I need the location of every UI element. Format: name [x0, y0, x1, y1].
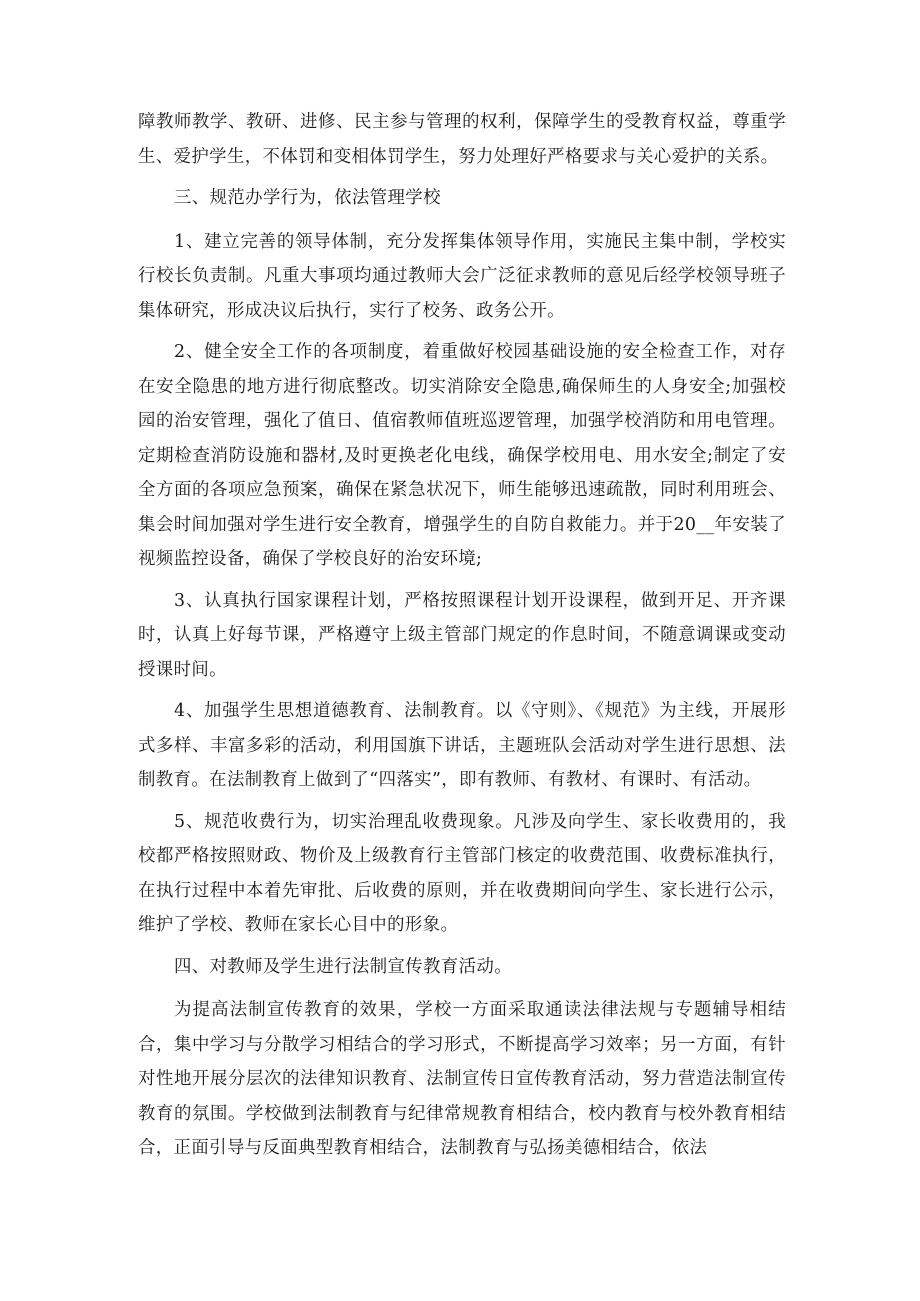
- paragraph-item-2: 2、健全安全工作的各项制度，着重做好校园基础设施的安全检查工作，对存在安全隐患的地方进行彻底整改。切实消除安全隐患,确保师生的人身安全;加强校园的治安管理，强化了值日、值宿教师值班巡逻管理，加强学校消防和用电管理。定期检查消防设施和器材,及时更换老化电线，确保学校用电、用水安全;制定了安全方面的各项应急预案，确保在紧急状况下，师生能够迅速疏散，同时利用班会、集会时间加强对学生进行安全教育，增强学生的自防自救能力。并于20__年安装了视频监控设备，确保了学校良好的治安环境;: [138, 342, 786, 569]
- document-body: [138, 105, 786, 1173]
- section-heading-4: 四、对教师及学生进行法制宣传教育活动。: [174, 956, 513, 977]
- section-heading-3: 三、规范办学行为，依法管理学校: [174, 188, 441, 208]
- paragraph-item-1: 1、建立完善的领导体制，充分发挥集体领导作用，实施民主集中制，学校实行校长负责制。凡重大事项均通过教师大会广泛征求教师的意见后经学校领导班子集体研究，形成决议后执行，实行了校务、政务公开。: [138, 231, 786, 321]
- paragraph-continuation: 障教师教学、教研、进修、民主参与管理的权利，保障学生的受教育权益，尊重学生、爱护学生，不体罚和变相体罚学生，努力处理好严格要求与关心爱护的关系。: [138, 112, 786, 167]
- paragraph-section-4-body: 为提高法制宣传教育的效果，学校一方面采取通读法律法规与专题辅导相结合，集中学习与分散学习相结合的学习形式，不断提高学习效率；另一方面，有针对性地开展分层次的法律知识教育、法制宣传日宣传教育活动，努力营造法制宣传教育的氛围。学校做到法制教育与纪律常规教育相结合，校内教育与校外教育相结合，正面引导与反面典型教育相结合，法制教育与弘扬美德相结合，依法: [138, 1000, 786, 1158]
- paragraph-item-5: 5、规范收费行为，切实治理乱收费现象。凡涉及向学生、家长收费用的，我校都严格按照财政、物价及上级教育行主管部门核定的收费范围、收费标准执行，在执行过程中本着先审批、后收费的原则，并在收费期间向学生、家长进行公示，维护了学校、教师在家长心目中的形象。: [138, 811, 786, 935]
- paragraph-item-3: 3、认真执行国家课程计划，严格按照课程计划开设课程，做到开足、开齐课时，认真上好每节课，严格遵守上级主管部门规定的作息时间，不随意调课或变动授课时间。: [138, 590, 786, 680]
- paragraph-item-4: 4、加强学生思想道德教育、法制教育。以《守则》、《规范》为主线，开展形式多样、丰富多彩的活动，利用国旗下讲话，主题班队会活动对学生进行思想、法制教育。在法制教育上做到了“四落实”，即有教师、有教材、有课时、有活动。: [138, 701, 786, 790]
